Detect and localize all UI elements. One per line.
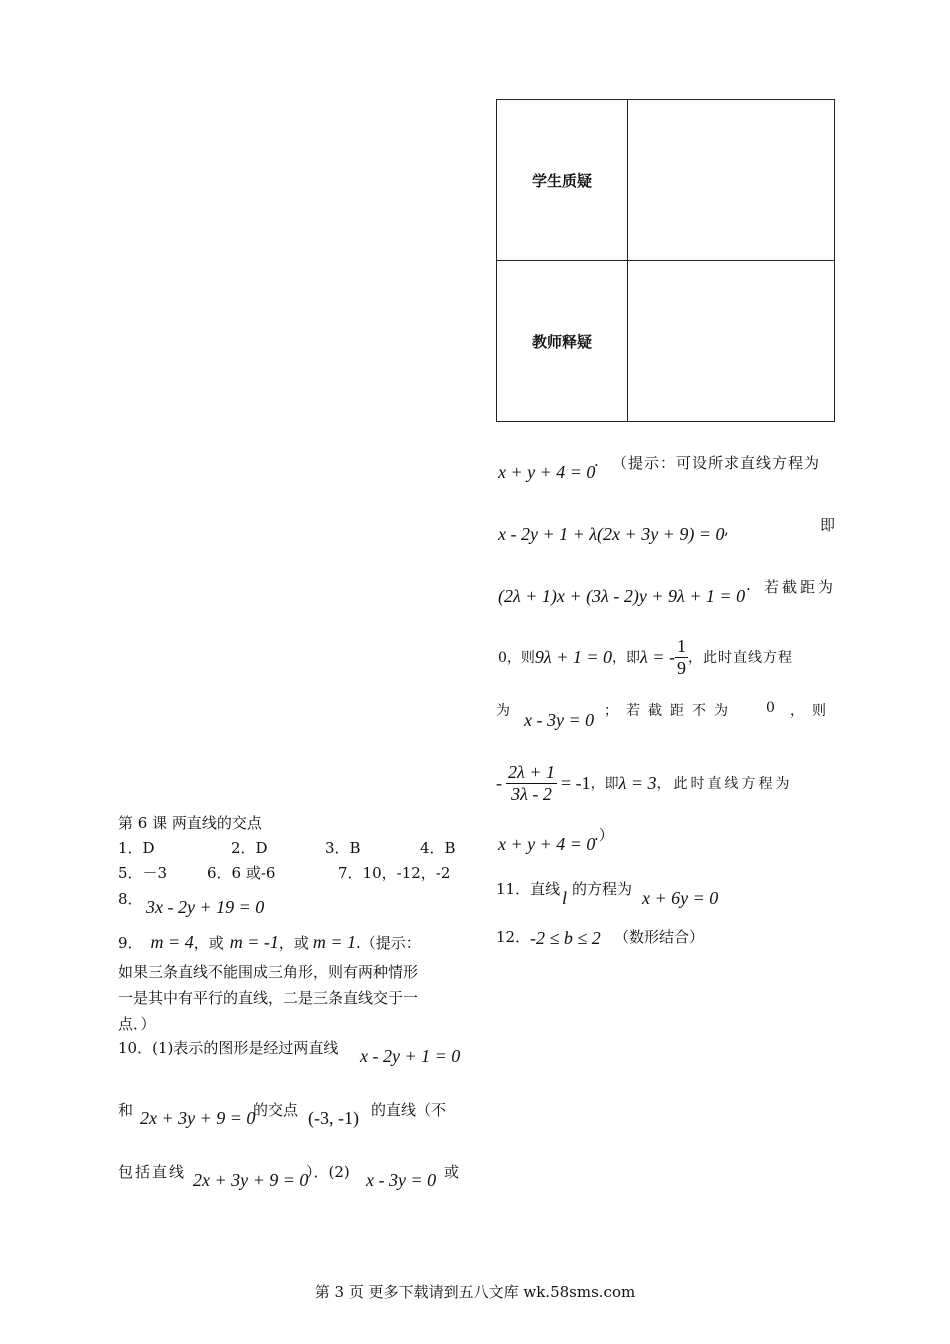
answer-5: 5．－3 [118,864,168,882]
right-line4-a: 0，则 [498,650,535,667]
right-line6-minus: - [496,772,502,793]
answer-11-equation: x + 6y = 0 [642,888,719,908]
answer-9-line2: 如果三条直线不能围成三角形，则有两种情形 [118,963,419,981]
right-line6-eq: = -1 [560,772,591,793]
right-line1-hint: （提示：可设所求直线方程为 [612,454,821,472]
answer-10-he: 和 [118,1101,134,1119]
answer-2: 2．D [231,839,268,857]
right-line6-a: ，即 [590,776,619,793]
answer-7: 7．10，-12，-2 [338,864,451,882]
page-footer: 第 3 页 更多下载请到五八文库 wk.58sms.com [314,1283,636,1301]
fraction-denominator: 3λ - 2 [511,783,552,804]
answer-3: 3．B [325,839,361,857]
right-line4-eq1: 9λ + 1 = 0 [534,646,613,667]
lesson-title: 第 6 课 两直线的交点 [118,814,262,832]
answer-12-equation: -2 ≤ b ≤ 2 [530,928,601,948]
right-line1-dot: . [594,452,599,470]
right-line5-b: ；若截距不为 [604,703,736,719]
answer-10-mid2: 的直线（不 [371,1101,447,1119]
fraction-numerator: 1 [676,636,686,656]
right-line4-eq2: λ = - [640,646,675,667]
answer-9-tail: .（提示： [356,934,421,952]
answer-9-eq3: m = 1 [312,932,357,952]
right-line4 [498,636,793,678]
answer-11-mid: 的方程为 [572,880,633,898]
teacher-answer-cell [628,261,835,422]
answer-10-eq4: x - 3y = 0 [366,1170,437,1190]
right-line1-equation: x + y + 4 = 0 [498,462,596,482]
right-line5-a: 为 [496,703,510,719]
answer-6: 6．6 或-6 [207,864,276,882]
right-line3-text: 若截距为 [764,578,837,596]
answer-8-label: 8． [118,890,143,908]
right-line5-equation: x - 3y = 0 [524,710,595,730]
right-line7-tail: .） [594,826,614,844]
right-line3-dot: . [746,576,751,594]
answer-4: 4．B [420,839,456,857]
right-line6-b: ，此时直线方程为 [656,776,793,793]
fraction-denominator: 9 [676,657,686,678]
right-line7-equation: x + y + 4 = 0 [498,834,596,854]
right-line2-equation: x - 2y + 1 + λ(2x + 3y + 9) = 0 [498,524,725,544]
student-question-label: 学生质疑 [497,100,628,261]
answer-9-prefix: 9． [118,934,143,952]
answer-1: 1．D [118,839,155,857]
right-line3-equation: (2λ + 1)x + (3λ - 2)y + 9λ + 1 = 0 [498,586,746,606]
right-line6 [496,762,793,804]
right-line5-c: ，则 [790,703,834,719]
right-line2-comma: , [724,520,729,538]
answer-9-or1: ，或 [193,934,224,952]
answer-10-line3b: ）．(2) [306,1163,350,1181]
fraction-numerator: 2λ + 1 [508,762,555,782]
answer-10-eq2: 2x + 3y + 9 = 0 [140,1108,256,1128]
answer-10-eq3: 2x + 3y + 9 = 0 [193,1170,309,1190]
answer-8-equation: 3x - 2y + 19 = 0 [146,897,265,917]
answer-9-line4: 点．） [118,1015,156,1033]
answer-12-tail: （数形结合） [614,928,705,946]
right-line6-fraction [506,762,557,804]
answer-10-mid: 的交点 [253,1101,299,1119]
right-line4-b: ，即 [612,650,641,667]
answer-9-eq1: m = 4 [150,932,194,952]
answer-12-prefix: 12． [496,928,531,946]
answer-10-prefix: 10．(1)表示的图形是经过两直线 [118,1039,339,1057]
right-line2-ji: 即 [820,516,836,534]
answer-11-prefix: 11．直线 [496,880,561,898]
right-line4-fraction [675,636,688,678]
answer-9-line1 [118,932,421,953]
answer-10-or: 或 [444,1163,460,1181]
right-line6-eq2: λ = 3 [618,772,657,793]
answer-10-eq1: x - 2y + 1 = 0 [360,1046,461,1066]
answer-9-or2: ，或 [278,934,309,952]
student-question-cell [628,100,835,261]
right-line4-c: ，此时直线方程 [687,650,793,667]
answer-9-eq2: m = -1 [229,932,279,952]
answer-10-point: (-3, -1) [308,1108,359,1128]
answer-10-line3a: 包括直线 [118,1163,187,1181]
answer-11-l: l [562,888,568,908]
answer-9-line3: 一是其中有平行的直线，二是三条直线交于一 [118,989,419,1007]
teacher-answer-label: 教师释疑 [497,261,628,422]
question-table [496,99,835,422]
right-line5-zero: 0 [766,700,775,716]
